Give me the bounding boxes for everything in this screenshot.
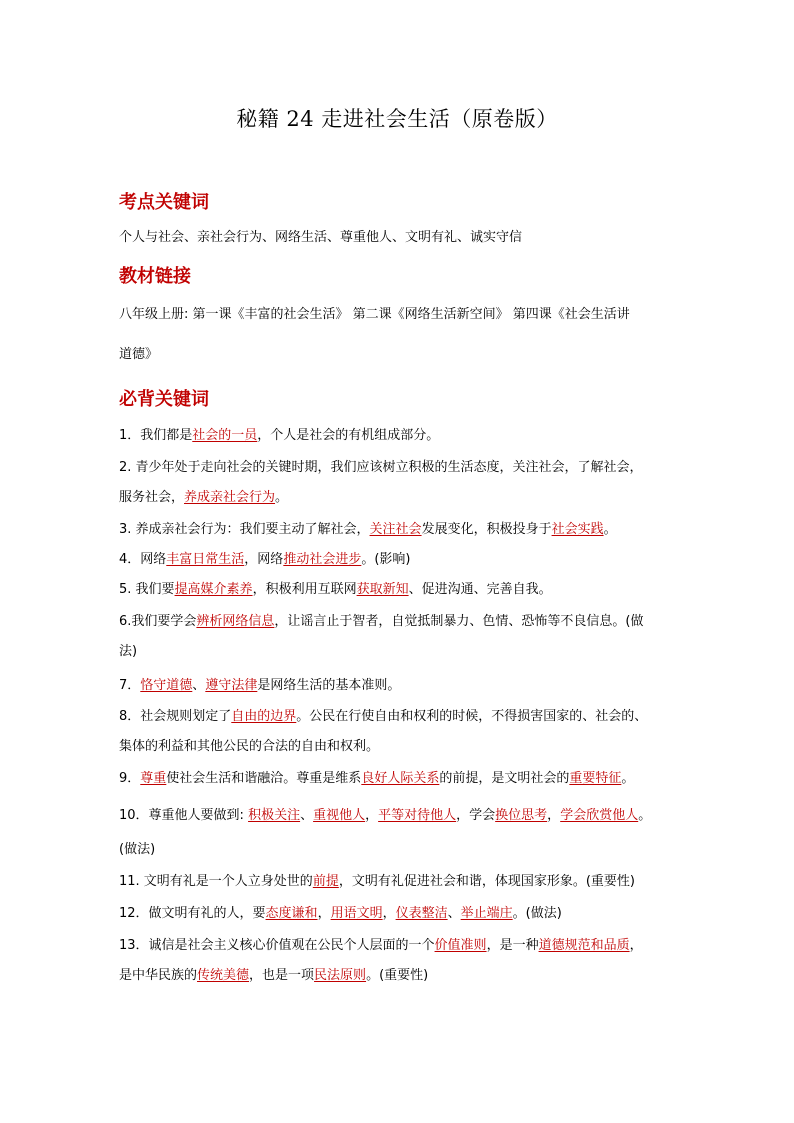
line-text: 9．	[119, 771, 141, 786]
line-text: 13．诚信是社会主义核心价值观在公民个人层面的一个	[119, 938, 435, 953]
line-text: 、促进沟通、完善自我。	[408, 582, 552, 597]
highlight-term: 学会欣赏他人	[560, 808, 639, 823]
keypoint-line	[119, 521, 617, 539]
line-text: ，	[547, 808, 561, 823]
highlight-term: 丰富日常生活	[166, 552, 245, 567]
page-title: 秘籍 24 走进社会生活（原卷版）	[236, 107, 558, 131]
line-text: 6.我们要学会	[119, 614, 197, 629]
line-text: (做法)	[119, 842, 156, 857]
line-text: 是网络生活的基本准则。	[257, 678, 401, 693]
highlight-term: 道德规范和品质	[538, 938, 630, 953]
highlight-term: 辨析网络信息	[196, 614, 275, 629]
line-text: ，也是一项	[249, 968, 315, 983]
line-text: 。	[603, 522, 617, 537]
highlight-term: 关注社会	[369, 522, 422, 537]
keypoint-line	[119, 873, 635, 891]
keypoint-line	[119, 708, 647, 726]
line-text: 。	[275, 490, 289, 505]
line-text: 11. 文明有礼是一个人立身处世的	[119, 874, 313, 889]
line-text: 7．	[119, 678, 141, 693]
line-text: 法)	[119, 644, 138, 659]
textbook-line-2: 道德》	[119, 347, 159, 362]
line-text: ，文明有礼促进社会和谐，体现国家形象。(重要性)	[338, 874, 635, 889]
line-text: ，个人是社会的有机组成部分。	[257, 428, 440, 443]
line-text: 2. 青少年处于走向社会的关键时期，我们应该树立积极的生活态度，关注社会，了解社会，	[119, 460, 643, 475]
keypoint-line	[119, 643, 137, 661]
highlight-term: 用语文明	[330, 906, 383, 921]
keypoint-line	[119, 937, 643, 955]
line-text: 3. 养成亲社会行为：我们要主动了解社会，	[119, 522, 370, 537]
line-text: 使社会生活和谐融洽。尊重是维系	[166, 771, 362, 786]
keypoint-line	[119, 967, 428, 985]
line-text: ，网络	[244, 552, 284, 567]
textbook-line-1: 八年级上册: 第一课《丰富的社会生活》 第二课《网络生活新空间》 第四课《社会生活讲	[119, 307, 630, 322]
highlight-term: 社会实践	[551, 522, 604, 537]
highlight-term: 价值准则	[434, 938, 487, 953]
line-text: 。	[638, 808, 652, 823]
highlight-term: 社会的一员	[192, 428, 258, 443]
keywords-text: 个人与社会、亲社会行为、网络生活、尊重他人、文明有礼、诚实守信	[119, 230, 523, 245]
line-text: 。(做法)	[512, 906, 562, 921]
highlight-term: 恪守道德	[140, 678, 193, 693]
keypoint-line	[119, 905, 562, 923]
keypoint-line	[119, 551, 410, 569]
highlight-term: 重要特征	[569, 771, 622, 786]
line-text: 。(影响)	[361, 552, 411, 567]
line-text: ，	[365, 808, 379, 823]
keypoint-line	[119, 581, 552, 599]
keypoint-line	[119, 841, 155, 859]
highlight-term: 提高媒介素养	[174, 582, 253, 597]
line-text: 、	[192, 678, 206, 693]
keywords-heading: 考点关键词	[119, 192, 209, 213]
line-text: ，	[629, 938, 643, 953]
line-text: 1．我们都是	[119, 428, 193, 443]
line-text: 4．网络	[119, 552, 167, 567]
line-text: 、	[300, 808, 314, 823]
line-text: 集体的利益和其他公民的合法的自由和权利。	[119, 739, 380, 754]
line-text: 10．尊重他人要做到:	[119, 808, 249, 823]
highlight-term: 仪表整洁	[395, 906, 448, 921]
highlight-term: 前提	[312, 874, 339, 889]
highlight-term: 推动社会进步	[283, 552, 362, 567]
textbook-heading: 教材链接	[119, 266, 191, 287]
line-text: 5. 我们要	[119, 582, 175, 597]
line-text: 服务社会，	[119, 490, 185, 505]
keypoint-line	[119, 807, 651, 825]
line-text: 。	[621, 771, 635, 786]
keypoint-line	[119, 489, 288, 507]
line-text: 的前提，是文明社会的	[439, 771, 570, 786]
highlight-term: 传统美德	[197, 968, 250, 983]
highlight-term: 平等对待他人	[378, 808, 457, 823]
highlight-term: 良好人际关系	[361, 771, 440, 786]
line-text: 是中华民族的	[119, 968, 198, 983]
highlight-term: 自由的边界	[231, 709, 297, 724]
line-text: ，学会	[456, 808, 496, 823]
line-text: ，是一种	[486, 938, 539, 953]
highlight-term: 态度谦和	[265, 906, 318, 921]
keypoint-line	[119, 770, 634, 788]
highlight-term: 尊重	[140, 771, 167, 786]
keypoint-line	[119, 459, 643, 477]
line-text: 、	[447, 906, 461, 921]
line-text: 12．做文明有礼的人，要	[119, 906, 266, 921]
must-memorize-heading: 必背关键词	[119, 389, 209, 410]
line-text: ，让谣言止于智者，自觉抵制暴力、色情、恐怖等不良信息。(做	[274, 614, 644, 629]
line-text: 8．社会规则划定了	[119, 709, 232, 724]
line-text: 。(重要性)	[366, 968, 429, 983]
highlight-term: 举止端庄	[460, 906, 513, 921]
keypoint-line	[119, 738, 379, 756]
highlight-term: 重视他人	[313, 808, 366, 823]
line-text: 发展变化，积极投身于	[421, 522, 552, 537]
line-text: ，	[382, 906, 396, 921]
line-text: 。公民在行使自由和权利的时候，不得损害国家的、社会的、	[296, 709, 648, 724]
keypoint-line	[119, 613, 644, 631]
highlight-term: 民法原则	[314, 968, 367, 983]
keypoint-line	[119, 427, 439, 445]
keypoint-line	[119, 677, 400, 695]
line-text: ，积极利用互联网	[252, 582, 357, 597]
highlight-term: 遵守法律	[205, 678, 258, 693]
highlight-term: 换位思考	[495, 808, 548, 823]
highlight-term: 养成亲社会行为	[184, 490, 276, 505]
highlight-term: 积极关注	[248, 808, 301, 823]
highlight-term: 获取新知	[356, 582, 409, 597]
line-text: ，	[317, 906, 331, 921]
